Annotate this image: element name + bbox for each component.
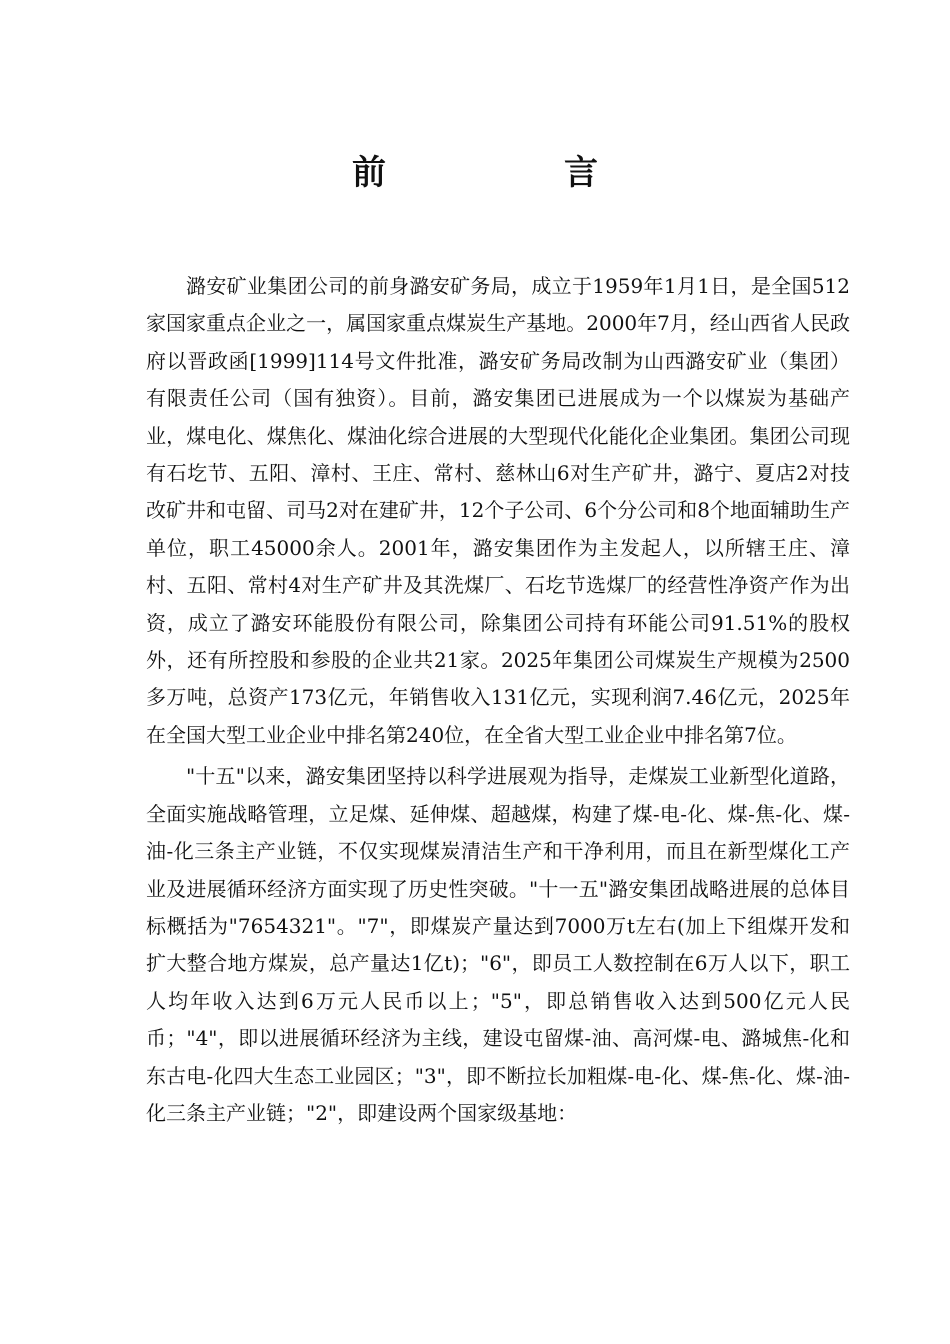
body-text	[146, 268, 850, 1136]
paragraph-company-history: 潞安矿业集团公司的前身潞安矿务局，成立于1959年1月1日，是全国512家国家重点企业之一，属国家重点煤炭生产基地。2000年7月，经山西省人民政府以晋政函[1999]114号文件批准，潞安矿务局改制为山西潞安矿业（集团）有限责任公司（国有独资）。目前，潞安集团已进展成为一个以煤炭为基础产业，煤电化、煤焦化、煤油化综合进展的大型现代化能化企业集团。集团公司现有石圪节、五阳、漳村、王庄、常村、慈林山6对生产矿井，潞宁、夏店2对技改矿井和屯留、司马2对在建矿井，12个子公司、6个分公司和8个地面辅助生产单位，职工45000余人。2001年，潞安集团作为主发起人，以所辖王庄、漳村、五阳、常村4对生产矿井及其洗煤厂、石圪节选煤厂的经营性净资产作为出资，成立了潞安环能股份有限公司，除集团公司持有环能公司91.51%的股权外，还有所控股和参股的企业共21家。2025年集团公司煤炭生产规模为2500多万吨，总资产173亿元，年销售收入131亿元，实现利润7.46亿元，2025年在全国大型工业企业中排名第240位，在全省大型工业企业中排名第7位。	[146, 274, 850, 747]
paragraph-strategy: "十五"以来，潞安集团坚持以科学进展观为指导，走煤炭工业新型化道路，全面实施战略管理，立足煤、延伸煤、超越煤，构建了煤-电-化、煤-焦-化、煤-油-化三条主产业链，不仅实现煤炭清洁生产和干净利用，而且在新型煤化工产业及进展循环经济方面实现了历史性突破。"十一五"潞安集团战略进展的总体目标概括为"7654321"。"7"，即煤炭产量达到7000万t左右(加上下组煤开发和扩大整合地方煤炭，总产量达1亿t)；"6"，即员工人数控制在6万人以下，职工人均年收入达到6万元人民币以上；"5"，即总销售收入达到500亿元人民币；"4"，即以进展循环经济为主线，建设屯留煤-油、高河煤-电、潞城焦-化和东古电-化四大生态工业园区；"3"，即不断拉长加粗煤-电-化、煤-焦-化、煤-油-化三条主产业链；"2"，即建设两个国家级基地：	[146, 764, 850, 1125]
page-title: 前 言	[352, 153, 670, 193]
